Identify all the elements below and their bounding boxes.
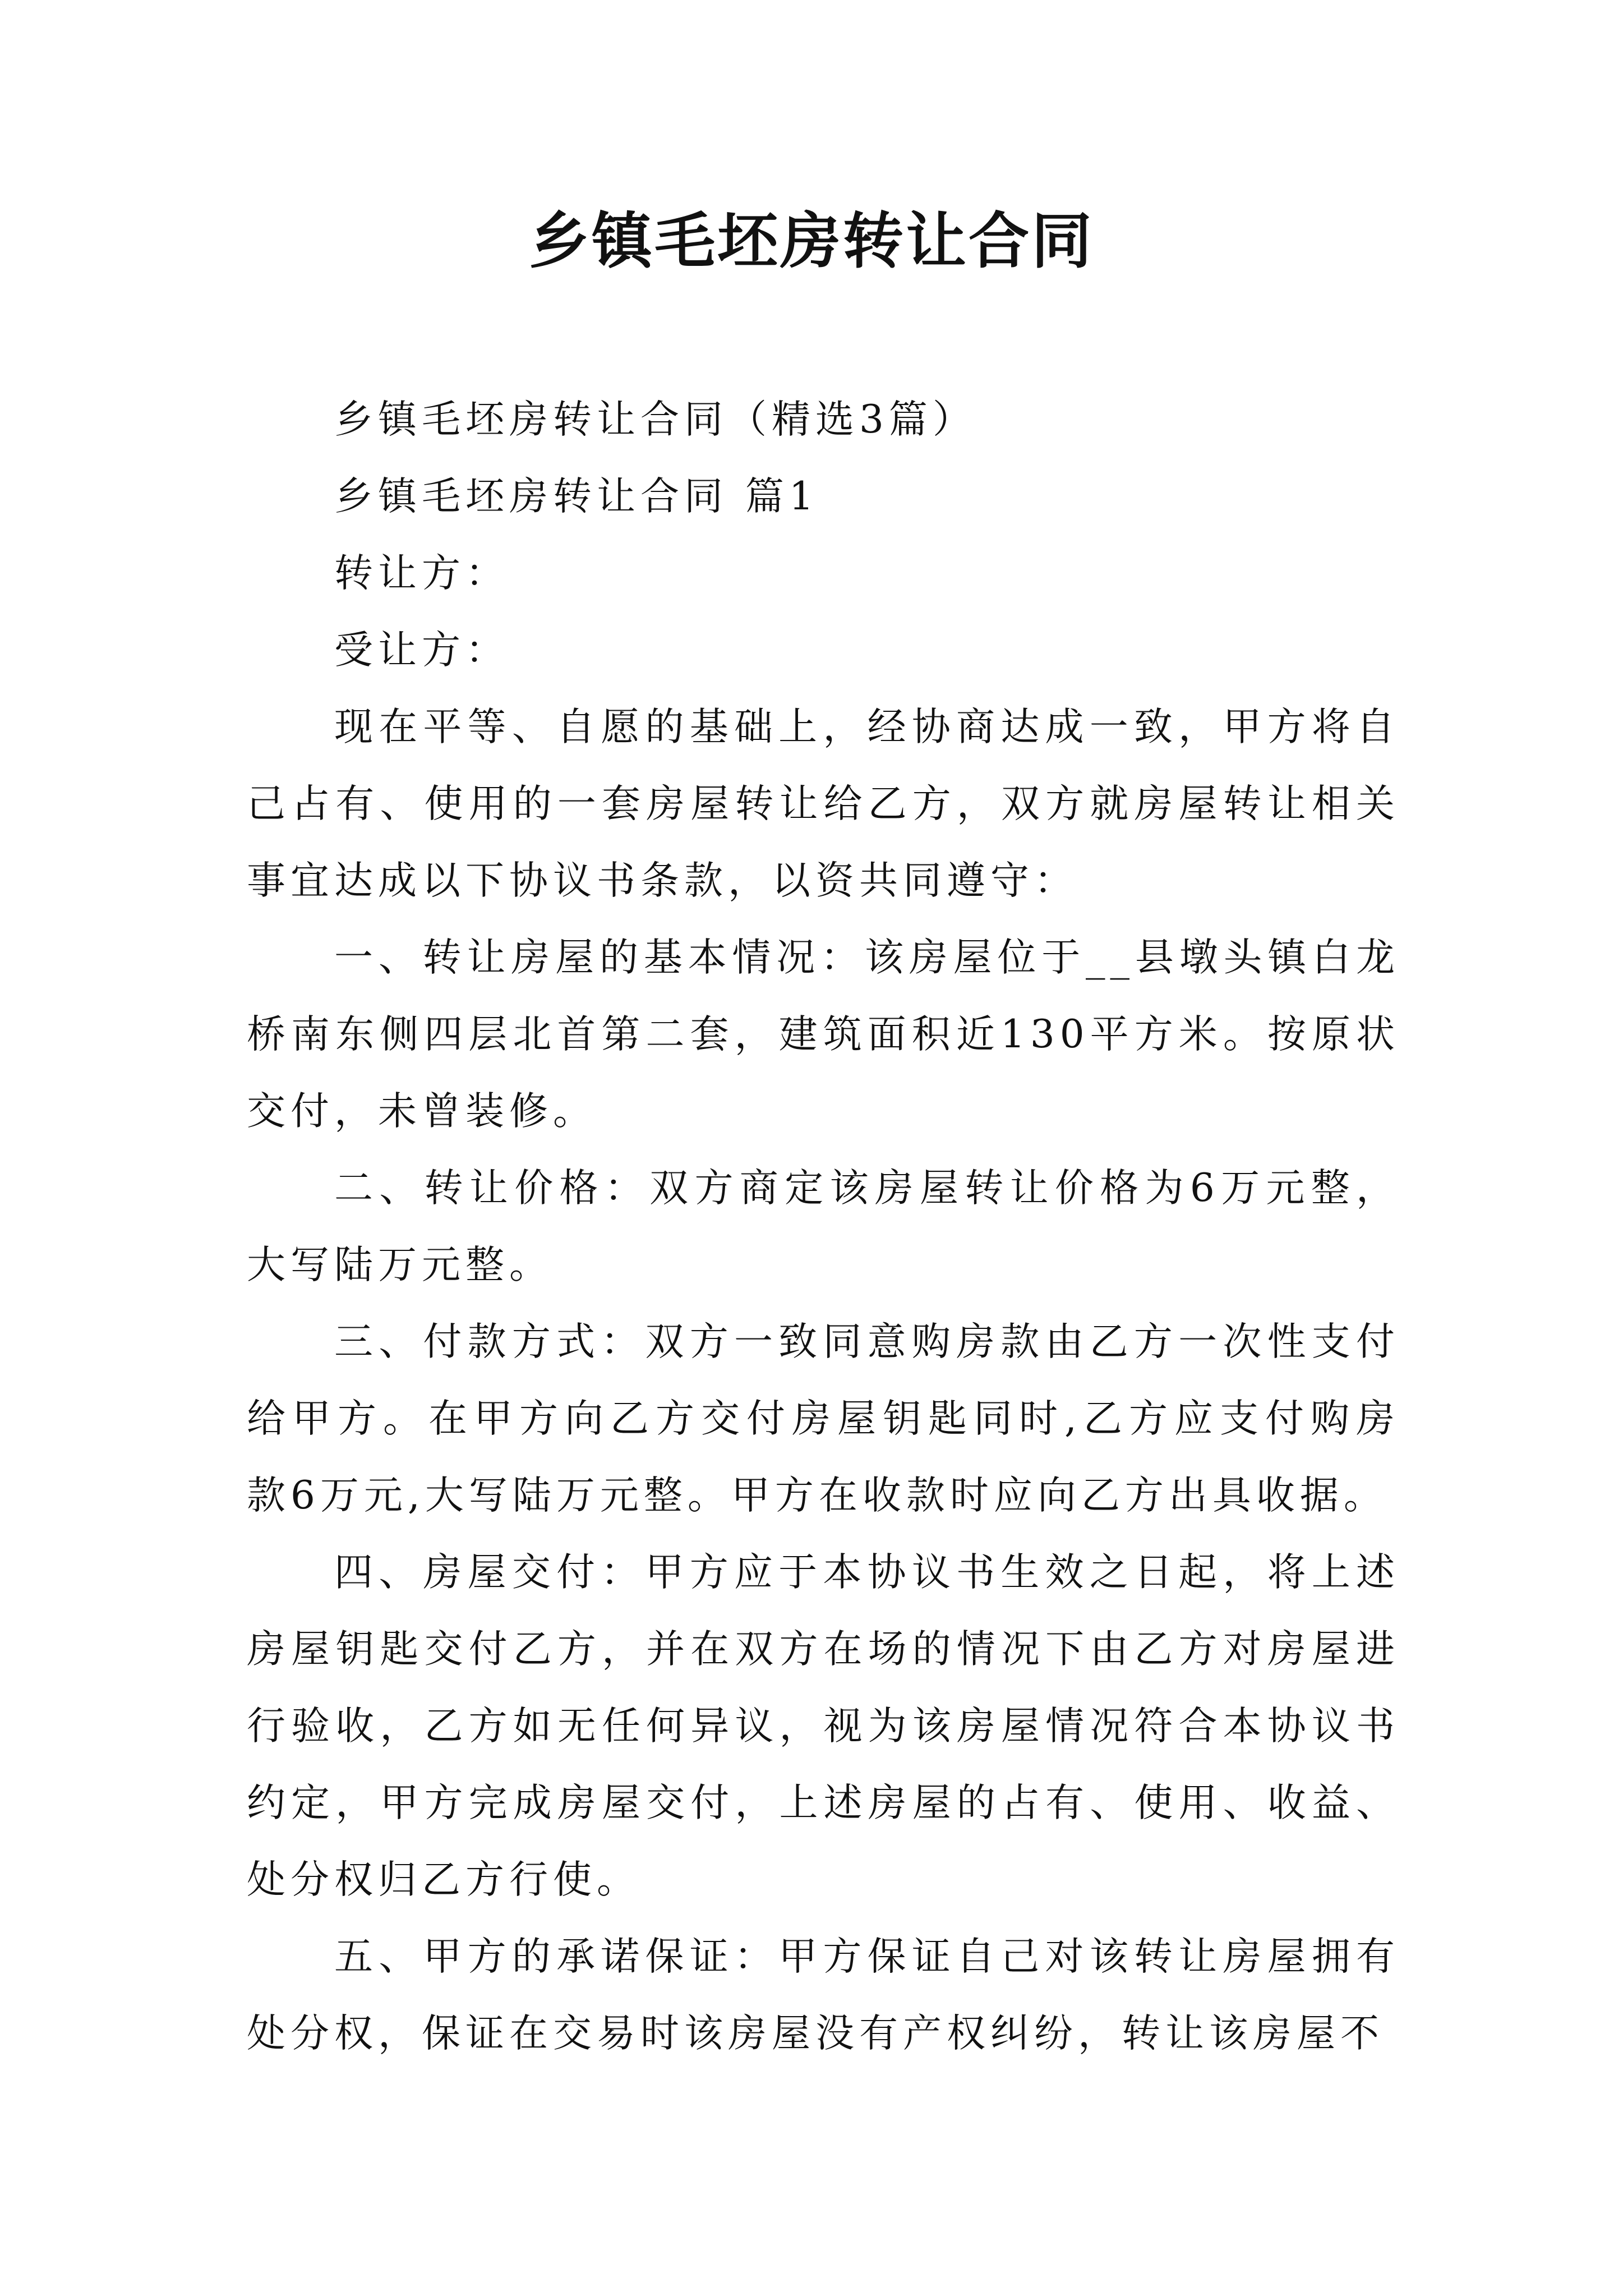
paragraph-section-heading: 乡镇毛坯房转让合同 篇1 (334, 474, 819, 519)
paragraph-subtitle: 乡镇毛坯房转让合同（精选3篇） (334, 397, 976, 442)
paragraph-transferee: 受让方： (334, 628, 509, 673)
paragraph-clause-4: 四、房屋交付：甲方应于本协议书生效之日起，将上述房屋钥匙交付乙方，并在双方在场的情况下由乙方对房屋进行验收，乙方如无任何异议，视为该房屋情况符合本协议书约定，甲方完成房屋交付，上述房屋的占有、使用、收益、处分权归乙方行使。 (247, 1550, 1400, 1902)
paragraph-clause-5: 五、甲方的承诺保证：甲方保证自己对该转让房屋拥有处分权，保证在交易时该房屋没有产权纠纷，转让该房屋不 (247, 1934, 1400, 2056)
document-body (247, 381, 1400, 2072)
paragraph-clause-1: 一、转让房屋的基本情况：该房屋位于__县墩头镇白龙桥南东侧四层北首第二套，建筑面积近130平方米。按原状交付，未曾装修。 (247, 935, 1400, 1134)
paragraph-clause-3: 三、付款方式：双方一致同意购房款由乙方一次性支付给甲方。在甲方向乙方交付房屋钥匙同时,乙方应支付购房款6万元,大写陆万元整。甲方在收款时应向乙方出具收据。 (247, 1319, 1400, 1518)
paragraph-transferor: 转让方： (334, 551, 509, 596)
document-title: 乡镇毛坯房转让合同 (528, 206, 1094, 277)
paragraph-preamble: 现在平等、自愿的基础上，经协商达成一致，甲方将自己占有、使用的一套房屋转让给乙方，双方就房屋转让相关事宜达成以下协议书条款，以资共同遵守： (247, 705, 1400, 903)
paragraph-clause-2: 二、转让价格：双方商定该房屋转让价格为6万元整，大写陆万元整。 (247, 1166, 1400, 1287)
